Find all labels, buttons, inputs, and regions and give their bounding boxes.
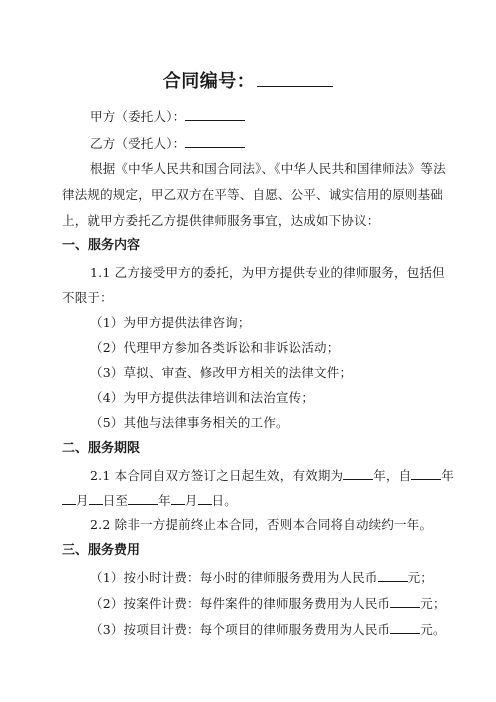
clause-2-1-text: 年 xyxy=(158,493,171,508)
term-years-blank xyxy=(343,466,373,480)
fee-item-text: （3）按项目计费：每个项目的律师服务费用为人民币 xyxy=(90,622,391,637)
clause-2-1-text: 年 xyxy=(441,468,455,483)
clause-2-1-line-1 xyxy=(90,466,454,485)
intro-line-3: 上，就甲方委托乙方提供律师服务事宜，达成如下协议： xyxy=(62,213,380,228)
intro-line-2: 律法规的规定，甲乙双方在平等、自愿、公平、诚实信用的原则基础 xyxy=(62,187,444,202)
start-day-blank xyxy=(89,491,103,505)
clause-2-1-text: 日至 xyxy=(102,493,129,508)
clause-1-1-line-2: 不限于： xyxy=(62,290,113,305)
contract-title xyxy=(0,68,496,94)
clause-2-2: 2.2 除非一方提前终止本合同，否则本合同将自动续约一年。 xyxy=(90,517,433,532)
party-b-label: 乙方（受托人）： xyxy=(90,136,186,151)
service-item: （1）为甲方提供法律咨询； xyxy=(90,315,251,330)
end-day-blank xyxy=(198,491,212,505)
clause-2-1-text: 2.1 本合同自双方签订之日起生效，有效期为 xyxy=(90,468,344,483)
fee-item-unit: 元。 xyxy=(420,622,446,637)
fee-item-text: （1）按小时计费：每小时的律师服务费用为人民币 xyxy=(90,570,378,585)
contract-number-blank xyxy=(257,68,333,87)
hourly-fee-blank xyxy=(378,568,408,582)
end-month-blank xyxy=(171,491,185,505)
service-item: （3）草拟、审查、修改甲方相关的法律文件； xyxy=(90,365,353,380)
case-fee-blank xyxy=(390,594,420,608)
party-a-line xyxy=(90,107,245,126)
service-item: （4）为甲方提供法律培训和法治宣传； xyxy=(90,390,315,405)
section-heading-service-fee: 三、服务费用 xyxy=(62,543,141,558)
party-b-blank xyxy=(185,134,245,148)
fee-item-unit: 元； xyxy=(407,570,433,585)
fee-item-per-project xyxy=(90,620,446,639)
party-a-blank xyxy=(185,107,245,121)
fee-item-hourly xyxy=(90,568,433,587)
clause-2-1-text: 年，自 xyxy=(373,468,412,483)
clause-2-1-text: 日。 xyxy=(211,493,237,508)
clause-2-1-text: 月 xyxy=(184,493,198,508)
start-year-blank xyxy=(411,466,441,480)
service-item: （2）代理甲方参加各类诉讼和非诉讼活动； xyxy=(90,340,340,355)
clause-1-1-line-1: 1.1 乙方接受甲方的委托，为甲方提供专业的律师服务，包括但 xyxy=(90,265,445,280)
party-a-label: 甲方（委托人）： xyxy=(90,109,186,124)
contract-number-label: 合同编号： xyxy=(162,71,256,92)
section-heading-service-term: 二、服务期限 xyxy=(62,441,141,456)
clause-2-1-line-2 xyxy=(62,491,237,510)
fee-item-per-case xyxy=(90,594,446,613)
project-fee-blank xyxy=(390,620,420,634)
clause-2-1-text: 月 xyxy=(76,493,89,508)
service-item: （5）其他与法律事务相关的工作。 xyxy=(90,415,289,430)
intro-line-1: 根据《中华人民共和国合同法》、《中华人民共和国律师法》等法 xyxy=(90,161,446,176)
fee-item-text: （2）按案件计费：每件案件的律师服务费用为人民币 xyxy=(90,596,391,611)
party-b-line xyxy=(90,134,245,153)
fee-item-unit: 元； xyxy=(420,596,446,611)
end-year-blank xyxy=(128,491,158,505)
section-heading-service-content: 一、服务内容 xyxy=(62,238,141,253)
start-month-blank xyxy=(62,491,76,505)
